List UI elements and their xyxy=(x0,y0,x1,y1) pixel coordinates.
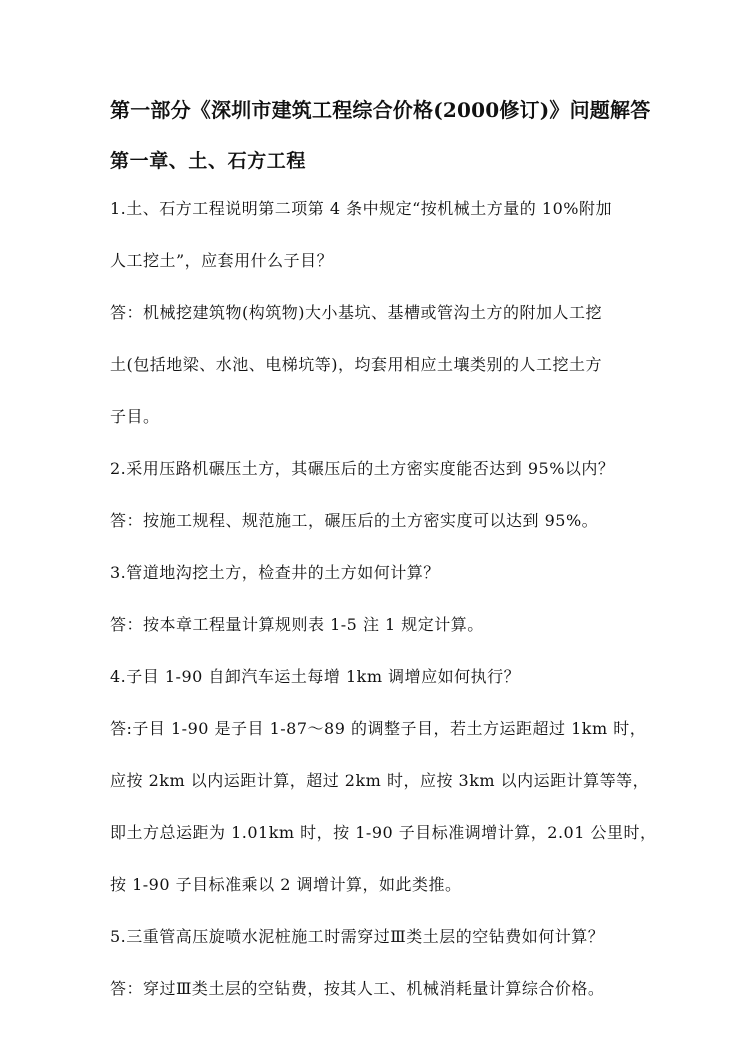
chapter-heading: 第一章、土、石方工程 xyxy=(110,150,307,172)
body-line: 按 1-90 子目标准乘以 2 调增计算，如此类推。 xyxy=(110,875,462,894)
document-title: 第一部分《深圳市建筑工程综合价格(2000修订)》问题解答 xyxy=(110,98,651,122)
body-line: 3.管道地沟挖土方，检查井的土方如何计算？ xyxy=(110,563,440,582)
body-line: 答:子目 1-90 是子目 1-87～89 的调整子目，若土方运距超过 1km 时， xyxy=(110,719,647,738)
body-line: 答：按本章工程量计算规则表 1-5 注 1 规定计算。 xyxy=(110,615,484,634)
body-line: 答：机械挖建筑物(构筑物)大小基坑、基槽或管沟土方的附加人工挖 xyxy=(110,303,602,322)
body-line: 子目。 xyxy=(110,407,160,426)
body-line: 土(包括地梁、水池、电梯坑等)，均套用相应土壤类别的人工挖土方 xyxy=(110,355,602,374)
body-line: 答：按施工规程、规范施工，碾压后的土方密实度可以达到 95%。 xyxy=(110,511,599,530)
body-line: 应按 2km 以内运距计算，超过 2km 时，应按 3km 以内运距计算等等， xyxy=(110,771,650,790)
body-line: 答：穿过Ⅲ类土层的空钻费，按其人工、机械消耗量计算综合价格。 xyxy=(110,979,605,998)
body-line: 4.子目 1-90 自卸汽车运土每增 1km 调增应如何执行？ xyxy=(110,667,521,686)
body-line: 1.土、石方工程说明第二项第 4 条中规定“按机械土方量的 10%附加 xyxy=(110,199,612,218)
body-line: 即土方总运距为 1.01km 时，按 1-90 子目标准调增计算，2.01 公里时， xyxy=(110,823,657,842)
document-body xyxy=(110,188,657,1020)
body-line: 人工挖土”，应套用什么子目？ xyxy=(110,251,334,270)
body-line: 5.三重管高压旋喷水泥桩施工时需穿过Ⅲ类土层的空钻费如何计算？ xyxy=(110,927,605,946)
body-line: 2.采用压路机碾压土方，其碾压后的土方密实度能否达到 95%以内？ xyxy=(110,459,615,478)
